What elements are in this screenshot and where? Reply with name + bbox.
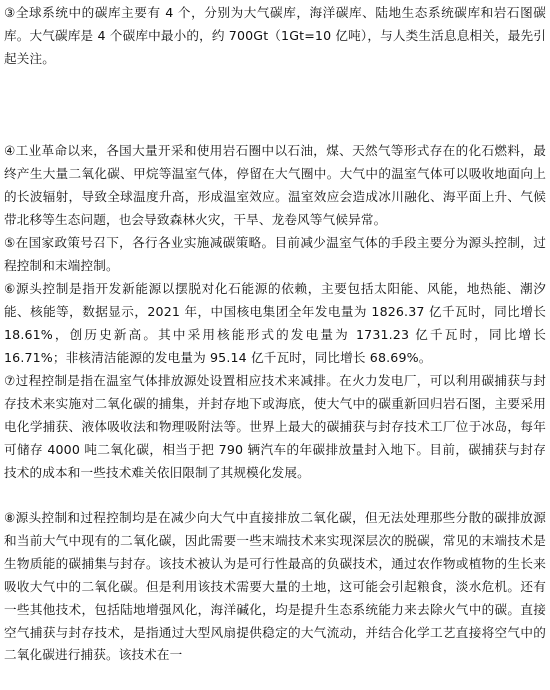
- paragraph-7: ⑦过程控制是指在温室气体排放源处设置相应技术来减排。在火力发电厂，可以利用碳捕获与封存技术来实施对二氧化碳的捕集，并封存地下或海底，使大气中的碳重新回归岩石图，主要采用电化学捕获、液体吸收法和物理吸附法等。世界上最大的碳捕获与封存技术工厂位于冰岛，每年可储存 4000 吨二氧化碳，相当于把 790 辆汽车的年碳排放量封入地下。目前，碳捕获与封存技术的成本和一些技术难关依旧限制了其规模化发展。: [4, 373, 546, 480]
- paragraph-6: ⑥源头控制是指开发新能源以摆脱对化石能源的依赖，主要包括太阳能、风能，地热能、潮汐能、核能等，数据显示，2021 年，中国核电集团全年发电量为 1826.37 亿千瓦时，同比增长 18.61%，创历史新高。其中采用核能形式的发电量为 1731.23 亿千瓦时，同比增长 16.71%；非核清洁能源的发电量为 95.14 亿千瓦时，同比增长 68.69%。: [4, 281, 546, 365]
- paragraph-8: ⑧源头控制和过程控制均是在减少向大气中直接排放二氧化碳，但无法处理那些分散的碳排放源和当前大气中现有的二氧化碳，因此需要一些末端技术来实现深层次的脱碳，常见的末端技术是生物质能的碳捕集与封存。该技术被认为是可行性最高的负碳技术，通过农作物或植物的生长来吸收大气中的二氧化碳。但是利用该技术需要大量的土地，这可能会引起粮食，淡水危机。还有一些其他技术，包括陆地增强风化，海洋碱化，均是提升生态系统能力来去除火气中的碳。直接空气捕获与封存技术，是指通过大型风扇提供稳定的大气流动，并结合化学工艺直接将空气中的二氧化碳进行捕获。该技术在一: [4, 510, 546, 663]
- paragraph-5: ⑤在国家政策号召下，各行各业实施减碳策略。目前减少温室气体的手段主要分为源头控制，过程控制和末端控制。: [4, 235, 546, 273]
- paragraph-4: ④工业革命以来，各国大量开采和使用岩石圈中以石油，煤、天然气等形式存在的化石燃料，最终产生大量二氧化碳、甲烷等温室气体，停留在大气圈中。大气中的温室气体可以吸收地面向上的长波辐射，导致全球温度升高，形成温室效应。温室效应会造成冰川融化、海平面上升、气候带北移等生态问题，也会导致森林火灾，干旱、龙卷风等气候异常。: [4, 143, 546, 227]
- paragraph-3: ③全球系统中的碳库主要有 4 个，分别为大气碳库，海洋碳库、陆地生态系统碳库和岩石图碳库。大气碳库是 4 个碳库中最小的，约 700Gt（1Gt=10 亿吨），与人类生活息息相关，最先引起关注。: [4, 5, 546, 66]
